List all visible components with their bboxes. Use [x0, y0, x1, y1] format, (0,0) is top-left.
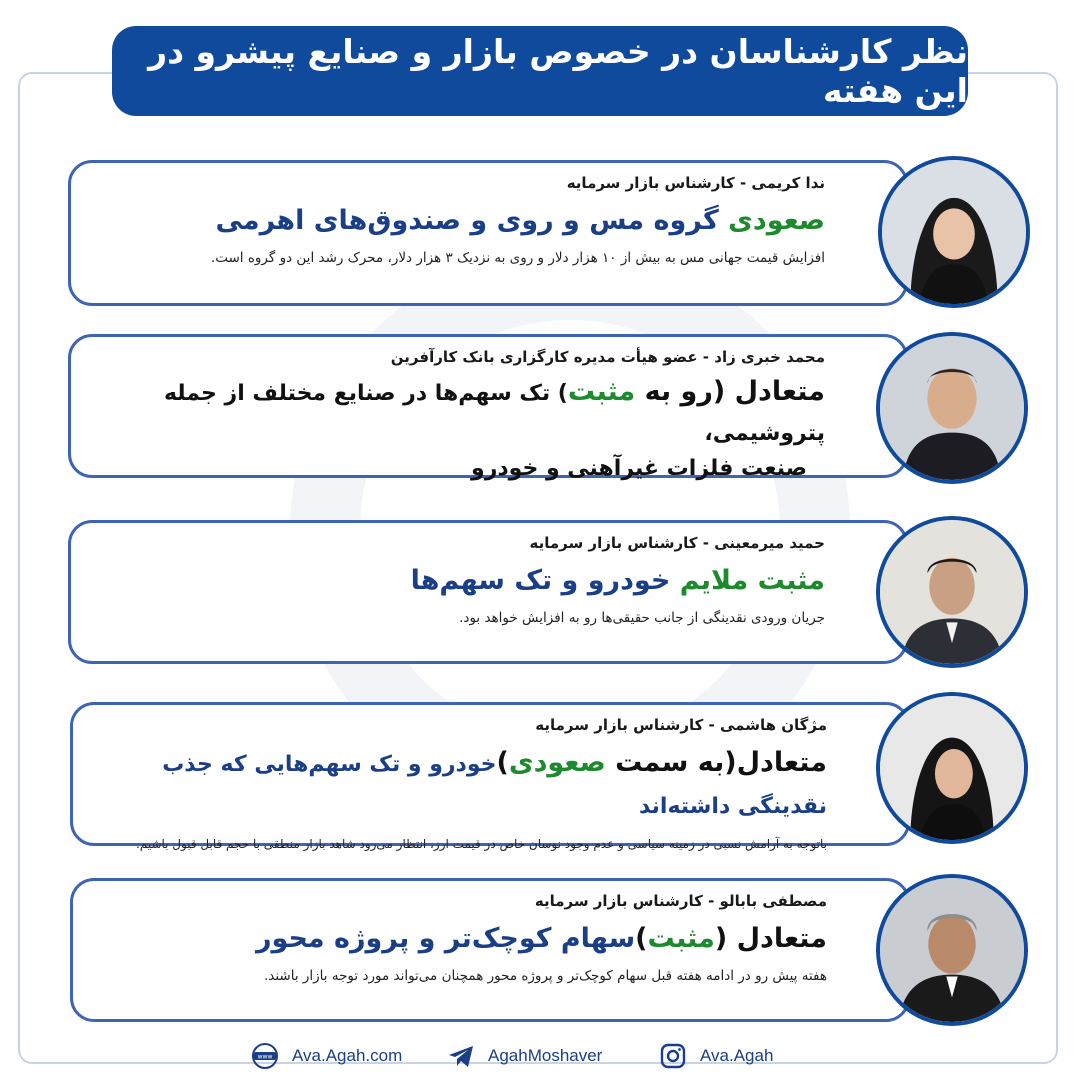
- telegram-link[interactable]: [446, 1040, 602, 1072]
- avatar: [876, 692, 1028, 844]
- instagram-icon: [658, 1041, 688, 1071]
- headline-positive: مثبت: [567, 376, 636, 407]
- footer: [18, 1034, 1058, 1080]
- expert-card-3: [68, 520, 908, 664]
- expert-name: حمید میرمعینی - کارشناس بازار سرمایه: [529, 534, 825, 552]
- headline-sectors: سهام کوچک‌تر و پروژه محور: [255, 923, 636, 954]
- telegram-text: AgahMoshaver: [488, 1046, 603, 1065]
- website-link[interactable]: [250, 1040, 402, 1072]
- expert-headline: [89, 201, 825, 241]
- svg-text:www: www: [257, 1053, 273, 1061]
- expert-name: محمد خبری زاد - عضو هیأت مدیره کارگزاری بانک کارآفرین: [390, 348, 825, 366]
- person-photo-icon: [880, 520, 1024, 664]
- expert-description: جریان ورودی نقدینگی از جانب حقیقی‌ها رو به افزایش خواهد بود.: [459, 610, 825, 626]
- headline-sectors: خودرو و تک سهم‌هایی که جذب نقدینگی داشته‌اند: [162, 752, 827, 819]
- headline-sentiment: مثبت ملایم: [679, 565, 825, 596]
- expert-card-4: [70, 702, 910, 851]
- person-photo-icon: [882, 160, 1026, 304]
- expert-name: مژگان هاشمی - کارشناس بازار سرمایه: [535, 716, 827, 734]
- expert-headline: [89, 561, 825, 601]
- expert-description: باتوجه به آرامش نسبی در زمینه سیاسی و عدم وجود نوسان خاص در قیمت ارز، انتظار می‌رود شاهد بازار منطقی با حجم قابل قبول باشیم.: [136, 837, 827, 851]
- headline-sectors: ) تک سهم‌ها در صنایع مختلف از جمله پتروشیمی،: [163, 381, 825, 446]
- headline-sentiment: صعودی: [728, 205, 825, 236]
- expert-description: هفته پیش رو در ادامه هفته قبل سهام کوچک‌تر و پروژه محور همچنان می‌تواند مورد توجه بازار باشند.: [263, 968, 827, 984]
- avatar: [876, 516, 1028, 668]
- headline-sentiment: متعادل(به سمت: [605, 747, 827, 778]
- avatar: [878, 156, 1030, 308]
- headline-sentiment: متعادل (رو به: [635, 376, 825, 407]
- headline-positive: مثبت: [647, 923, 715, 954]
- expert-headline: [91, 919, 827, 959]
- expert-card-5: [70, 878, 910, 1022]
- headline-paren: ): [496, 747, 509, 778]
- avatar: [876, 332, 1028, 484]
- expert-card-1: [68, 160, 908, 306]
- headline-positive: صعودی: [508, 747, 606, 778]
- person-photo-icon: [880, 878, 1024, 1022]
- instagram-text: Ava.Agah: [700, 1046, 774, 1065]
- headline-paren: ): [635, 923, 648, 954]
- avatar: [876, 874, 1028, 1026]
- expert-name: مصطفی بابالو - کارشناس بازار سرمایه: [534, 892, 827, 910]
- telegram-icon: [446, 1041, 476, 1071]
- person-photo-icon: [880, 336, 1024, 480]
- expert-description: افزایش قیمت جهانی مس به بیش از ۱۰ هزار دلار و روی به نزدیک ۳ هزار دلار، محرک رشد این دو گروه است.: [210, 250, 825, 266]
- headline-sectors: خودرو و تک سهم‌ها: [410, 565, 680, 596]
- globe-icon: [250, 1041, 280, 1071]
- website-text: Ava.Agah.com: [292, 1046, 403, 1065]
- expert-card-2: [68, 334, 908, 481]
- headline-sentiment: متعادل (: [714, 923, 827, 954]
- headline-sectors: گروه مس و روی و صندوق‌های اهرمی: [215, 205, 729, 236]
- expert-headline: [89, 373, 825, 453]
- expert-name: ندا کریمی - کارشناس بازار سرمایه: [566, 174, 825, 192]
- headline-sectors-line-2: صنعت فلزات غیرآهنی و خودرو: [471, 456, 807, 481]
- page-title: نظر کارشناسان در خصوص بازار و صنایع پیشرو در این هفته: [148, 32, 968, 110]
- instagram-link[interactable]: [658, 1040, 773, 1072]
- expert-headline: [91, 743, 827, 827]
- title-banner: [112, 26, 968, 116]
- person-photo-icon: [880, 696, 1024, 840]
